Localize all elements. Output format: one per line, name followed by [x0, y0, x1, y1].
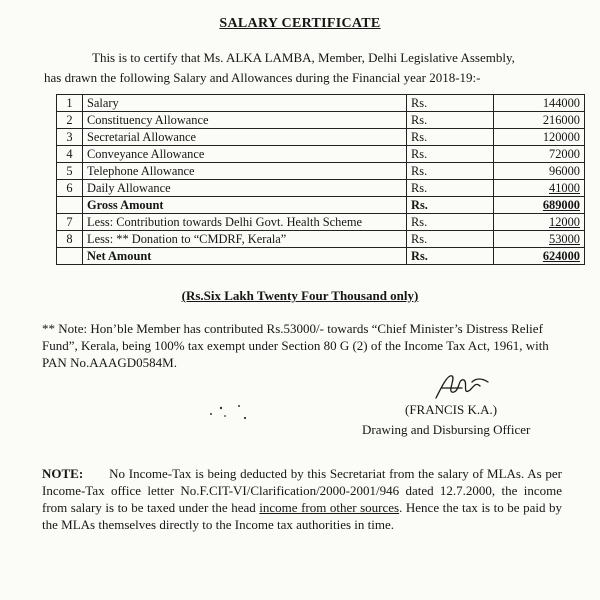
scan-speckles [205, 398, 255, 428]
row-currency: Rs. [407, 214, 494, 231]
row-number [57, 197, 83, 214]
row-amount: 144000 [494, 95, 585, 112]
row-number: 1 [57, 95, 83, 112]
gross-amount-row [57, 197, 585, 214]
donation-note: ** Note: Hon’ble Member has contributed Rs.53000/- towards “Chief Minister’s Distress Relief Fund”, Kerala, being 100% tax exempt under Section 80 G (2) of the Income Tax Act, 1961, with PAN No.AAAGD0584M. [42, 321, 549, 370]
row-number: 3 [57, 129, 83, 146]
row-number: 4 [57, 146, 83, 163]
certificate-title-wrap [0, 16, 600, 32]
row-currency: Rs. [407, 146, 494, 163]
row-amount [494, 231, 585, 248]
intro-line-1: This is to certify that Ms. ALKA LAMBA, Member, Delhi Legislative Assembly, [92, 50, 515, 65]
row-description: Less: ** Donation to “CMDRF, Kerala” [83, 231, 407, 248]
certificate-title: SALARY CERTIFICATE [219, 16, 381, 31]
row-description: Net Amount [83, 248, 407, 265]
row-amount [494, 248, 585, 265]
row-description: Constituency Allowance [83, 112, 407, 129]
row-description: Less: Contribution towards Delhi Govt. Health Scheme [83, 214, 407, 231]
row-number: 5 [57, 163, 83, 180]
row-number: 2 [57, 112, 83, 129]
amount-value: 624000 [542, 249, 580, 263]
row-currency: Rs. [407, 163, 494, 180]
row-amount [494, 214, 585, 231]
amount-in-words: (Rs.Six Lakh Twenty Four Thousand only) [181, 288, 419, 303]
row-amount: 72000 [494, 146, 585, 163]
row-amount [494, 180, 585, 197]
tax-note-text: No Income-Tax is being deducted by this Secretariat from the salary of MLAs. As per Income-Tax office letter No.F.CIT-VI/Clarification/2000-2001/946 dated 12.7.2000, the income from salary is to be taxed under the head [42, 466, 562, 515]
table-row [57, 214, 585, 231]
table-row [57, 146, 585, 163]
table-row [57, 231, 585, 248]
table-row [57, 95, 585, 112]
row-number [57, 248, 83, 265]
row-amount [494, 197, 585, 214]
tax-note-underlined: income from other sources [259, 500, 400, 515]
row-currency: Rs. [407, 231, 494, 248]
row-currency: Rs. [407, 197, 494, 214]
row-description: Salary [83, 95, 407, 112]
amount-value: 12000 [549, 215, 580, 229]
row-currency: Rs. [407, 112, 494, 129]
row-amount: 216000 [494, 112, 585, 129]
row-amount: 120000 [494, 129, 585, 146]
row-currency: Rs. [407, 129, 494, 146]
row-currency: Rs. [407, 180, 494, 197]
table-row [57, 163, 585, 180]
table-row [57, 129, 585, 146]
table-row [57, 112, 585, 129]
row-number: 8 [57, 231, 83, 248]
salary-table [56, 94, 585, 265]
amount-value: 689000 [542, 198, 580, 212]
handwritten-signature [432, 368, 492, 404]
row-description: Conveyance Allowance [83, 146, 407, 163]
row-currency: Rs. [407, 95, 494, 112]
signatory-name: (FRANCIS K.A.) [405, 402, 498, 417]
intro-line-2: has drawn the following Salary and Allowances during the Financial year 2018-19:- [44, 70, 481, 85]
row-description: Telephone Allowance [83, 163, 407, 180]
net-amount-row [57, 248, 585, 265]
row-description: Gross Amount [83, 197, 407, 214]
row-amount: 96000 [494, 163, 585, 180]
tax-note-label: NOTE: [42, 466, 84, 481]
row-number: 7 [57, 214, 83, 231]
row-description: Daily Allowance [83, 180, 407, 197]
tax-note-text-end: . Hence the tax is to be paid by the MLAs themselves directly to the Income tax authorities in time. [42, 500, 562, 532]
table-row [57, 180, 585, 197]
signatory-designation: Drawing and Disbursing Officer [362, 422, 531, 437]
row-description: Secretarial Allowance [83, 129, 407, 146]
amount-in-words-wrap [0, 288, 600, 304]
amount-value: 41000 [549, 181, 580, 195]
row-currency: Rs. [407, 248, 494, 265]
row-number: 6 [57, 180, 83, 197]
amount-value: 53000 [549, 232, 580, 246]
tax-note [42, 465, 562, 533]
